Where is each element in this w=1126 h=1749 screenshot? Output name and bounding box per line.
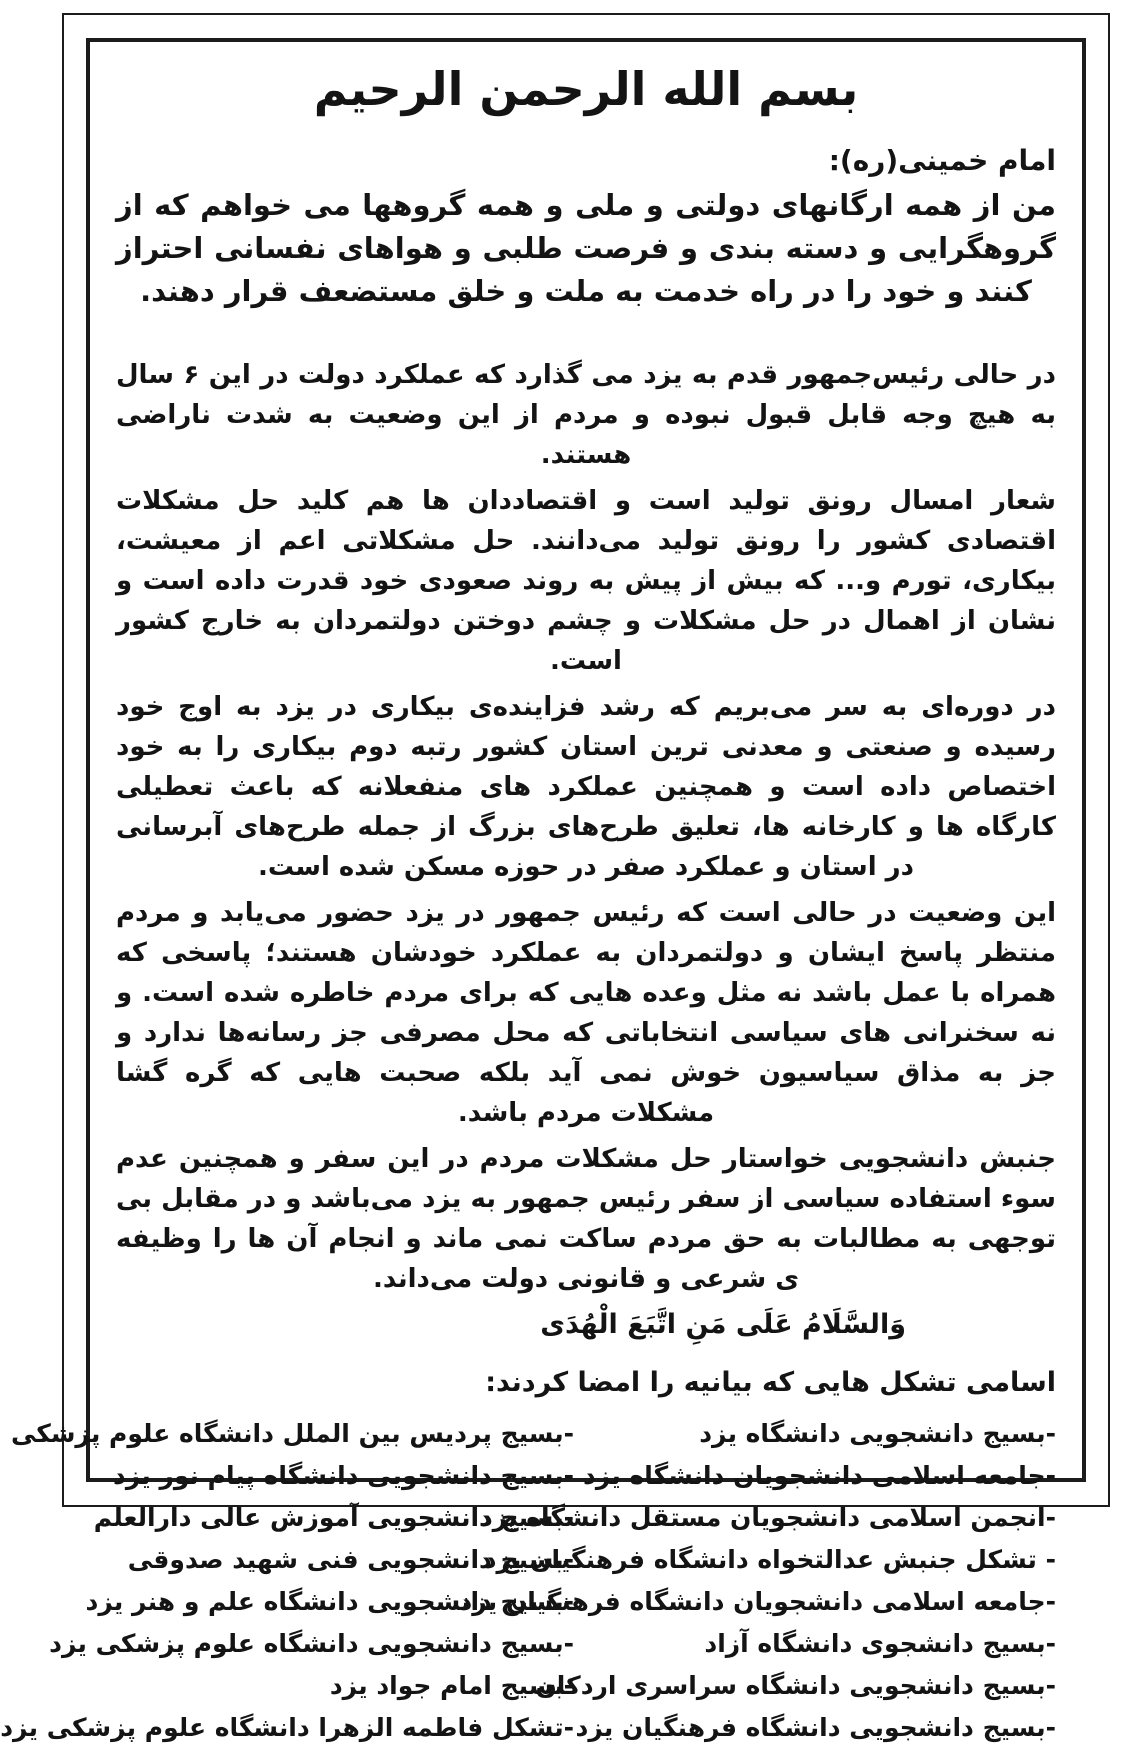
imam-khomeini-quote: من از همه ارگانهای دولتی و ملی و همه گروهها می خواهم که از گروهگرایی و دسته بندی و فرصت طلبی و هواهای نفسانی احتراز کنند و خود را در راه خدمت به ملت و خلق مستضعف قرار دهند. [116, 188, 1056, 308]
signatories-list [0, 1413, 1056, 1749]
signatory-item: -جامعه اسلامی دانشجویان دانشگاه یزد [583, 1461, 1056, 1490]
signatory-item: -بسیج پردیس بین الملل دانشگاه علوم پزشکی [10, 1419, 574, 1448]
signatory-item: -جامعه اسلامی دانشجویان دانشگاه فرهنگیان یزد [459, 1587, 1056, 1616]
signatory-item: -بسیج دانشجویی دانشگاه علوم پزشکی یزد [49, 1629, 574, 1658]
closing-salutation: وَالسَّلَامُ عَلَی مَنِ اتَّبَعَ الْهُدَی [540, 1309, 906, 1340]
signatory-item: -انجمن اسلامی دانشجویان مستقل دانشگاه یزد [479, 1503, 1056, 1532]
body-paragraph: شعار امسال رونق تولید است و اقتصاددان ها هم کلید حل مشکلات اقتصادی کشور را رونق تولید می‌دانند. حل مشکلاتی اعم از معیشت، بیکاری، تورم و... که بیش از پیش به روند صعودی خود قدرت داده است و نشان از اهمال در حل مشکلات و چشم دوختن دولتمردان به خارج کشور است. [116, 486, 1056, 676]
signatory-item: -بسیج دانشجویی دانشگاه یزد [699, 1419, 1056, 1448]
signatory-item: -بسیج دانشجوی دانشگاه آزاد [704, 1629, 1056, 1658]
body-paragraph: در حالی رئیس‌جمهور قدم به یزد می گذارد که عملکرد دولت در این ۶ سال به هیچ وجه قابل قبول نبوده و مردم از این وضعیت به شدت ناراضی هستند. [116, 360, 1056, 470]
quote-attribution: امام خمینی(ره): [828, 144, 1056, 177]
signatory-item: -بسیج دانشجویی فنی شهید صدوقی [127, 1545, 574, 1574]
body-paragraph: در دوره‌ای به سر می‌بریم که رشد فزاینده‌ی بیکاری در یزد به اوج خود رسیده و صنعتی و معدنی ترین استان کشور رتبه دوم بیکاری را به خود اختصاص داده است و همچنین عملکرد های منفعلانه که باعث تعطیلی کارگاه ها و کارخانه ها، تعلیق طرح‌های بزرگ از جمله طرح‌های آبرسانی در استان و عملکرد صفر در حوزه مسکن شده است. [116, 692, 1056, 882]
signatory-item: -تشکل فاطمه الزهرا دانشگاه علوم پزشکی یزد [0, 1713, 574, 1742]
signatories-heading: اسامی تشکل هایی که بیانیه را امضا کردند: [485, 1367, 1056, 1398]
signatory-item: - تشکل جنبش عدالتخواه دانشگاه فرهنگیان یزد [483, 1545, 1056, 1574]
signatory-item: -بسیج دانشجویی آموزش عالی دارالعلم [93, 1503, 574, 1532]
signatory-item: -بسیج دانشجویی دانشگاه پیام نور یزد [113, 1461, 574, 1490]
body-paragraph: این وضعیت در حالی است که رئیس جمهور در یزد حضور می‌یابد و مردم منتظر پاسخ ایشان و دولتمردان به عملکرد خودشان هستند؛ پاسخی که همراه با عمل باشد نه مثل وعده هایی که برای مردم خاطره شده است. و نه سخنرانی های سیاسی انتخاباتی که محل مصرفی جز رسانه‌ها ندارد و جز به مذاق سیاسیون خوش نمی آید بلکه صحبت هایی که گره گشا مشکلات مردم باشد. [116, 898, 1056, 1128]
signatory-item: -بسیج دانشجویی دانشگاه سراسری اردکان [535, 1671, 1056, 1700]
signatory-item: -بسیج امام جواد یزد [329, 1671, 574, 1700]
body-paragraph: جنبش دانشجویی خواستار حل مشکلات مردم در این سفر و همچنین عدم سوء استفاده سیاسی از سفر رئیس جمهور به یزد می‌باشد و در مقابل بی توجهی به مطالبات به حق مردم ساکت نمی ماند و انجام آن ها را وظیفه ی شرعی و قانونی دولت می‌داند. [116, 1144, 1056, 1294]
signatories-column-left [0, 1413, 574, 1749]
basmala-title: بسم الله الرحمن الرحیم [313, 62, 859, 116]
signatories-column-right [459, 1413, 1056, 1749]
signatory-item: -بسیج دانشجویی دانشگاه علم و هنر یزد [85, 1587, 574, 1616]
document-content [0, 58, 1056, 1749]
signatory-item: -بسیج دانشجویی دانشگاه فرهنگیان یزد [575, 1713, 1056, 1742]
